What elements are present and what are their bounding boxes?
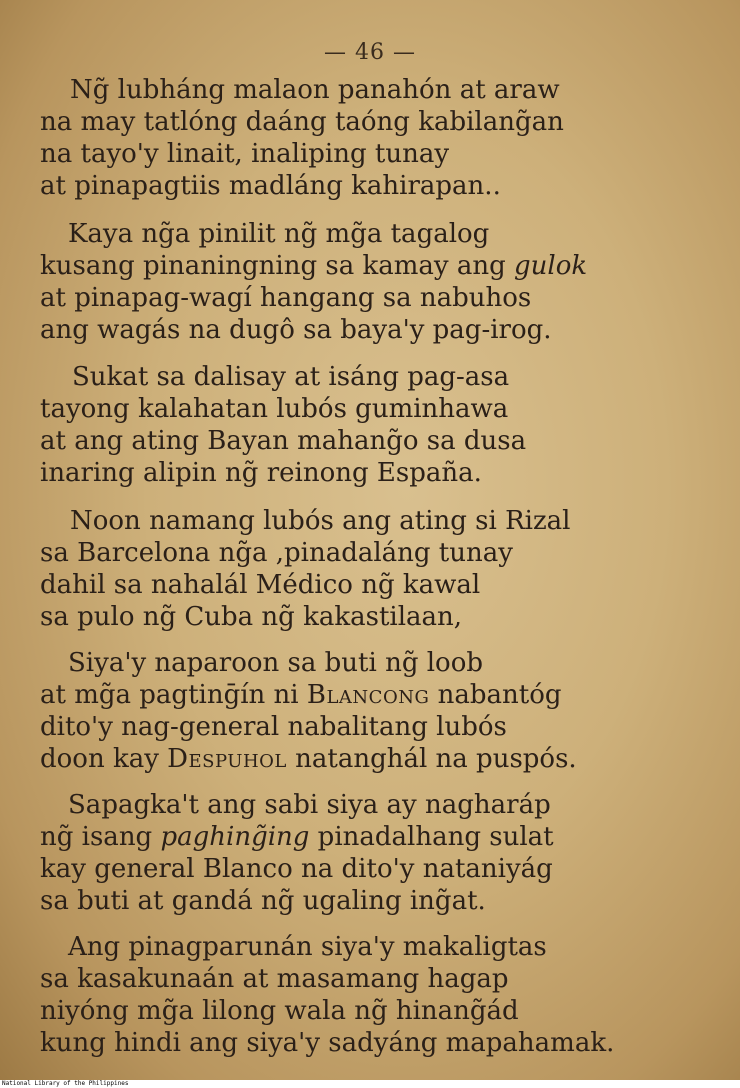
verse-line: kay general Blanco na dito'y nataniyág <box>40 854 553 884</box>
italic-word: gulok <box>514 251 588 281</box>
verse-line: sa Barcelona ng̃a ,pinadaláng tunay <box>40 538 513 568</box>
verse-text: pinadalhang sulat <box>309 822 554 852</box>
verse-line <box>40 822 554 852</box>
verse-line: tayong kalahatan lubós guminhawa <box>40 394 509 424</box>
verse-line: ang wagás na dugô sa baya'y pag-irog. <box>40 315 552 345</box>
page-number: — 46 — <box>324 40 416 65</box>
verse-line: kung hindi ang siya'y sadyáng mapahamak. <box>40 1028 615 1058</box>
name-small-caps: Despuhol <box>167 744 287 774</box>
verse-text: at mg̃a pagtinḡín ni <box>40 680 299 710</box>
verse-line: sa pulo ng̃ Cuba ng̃ kakastilaan, <box>40 602 463 632</box>
verse-line: Noon namang lubós ang ating si Rizal <box>70 506 571 536</box>
verse-line: inaring alipin ng̃ reinong España. <box>40 458 482 488</box>
name-small-caps: Blancong <box>306 680 430 710</box>
verse-line: at ang ating Bayan mahang̃o sa dusa <box>40 426 527 456</box>
verse-line <box>40 680 562 710</box>
verse-line: sa kasakunaán at masamang hagap <box>40 964 509 994</box>
verse-line: dito'y nag-general nabalitang lubós <box>40 712 507 742</box>
verse-line: dahil sa nahalál Médico ng̃ kawal <box>40 570 481 600</box>
italic-word: paghing̃ing <box>160 822 310 852</box>
verse-line: at pinapagtiis madláng kahirapan.. <box>40 171 501 201</box>
verse-line: Ng̃ lubháng malaon panahón at araw <box>70 75 560 105</box>
verse-line: Ang pinagparunán siya'y makaligtas <box>68 932 547 962</box>
verse-line: Kaya ng̃a pinilit ng̃ mg̃a tagalog <box>68 219 490 249</box>
verse-line: Siya'y naparoon sa buti ng̃ loob <box>68 648 483 678</box>
verse-text: doon kay <box>40 744 159 774</box>
verse-text: kusang pinaningning sa kamay ang <box>40 251 506 281</box>
verse-line: na may tatlóng daáng taóng kabilang̃an <box>40 107 564 137</box>
verse-text: natanghál na puspós. <box>286 744 577 774</box>
library-credit: National Library of the Philippines <box>2 1080 129 1087</box>
verse-text: ng̃ isang <box>40 822 153 852</box>
verse-line <box>40 744 577 774</box>
verse-line: niyóng mg̃a lilong wala ng̃ hinang̃ád <box>40 996 519 1026</box>
verse-line: Sukat sa dalisay at isáng pag-asa <box>72 362 510 392</box>
verse-text: nabantóg <box>429 680 562 710</box>
verse-line: Sapagka't ang sabi siya ay nagharáp <box>68 790 551 820</box>
verse-line: sa buti at gandá ng̃ ugaling ing̃at. <box>40 886 486 916</box>
verse-line: na tayo'y linait, inaliping tunay <box>40 139 450 169</box>
verse-line: at pinapag-wagí hangang sa nabuhos <box>40 283 532 313</box>
verse-line <box>40 251 587 281</box>
